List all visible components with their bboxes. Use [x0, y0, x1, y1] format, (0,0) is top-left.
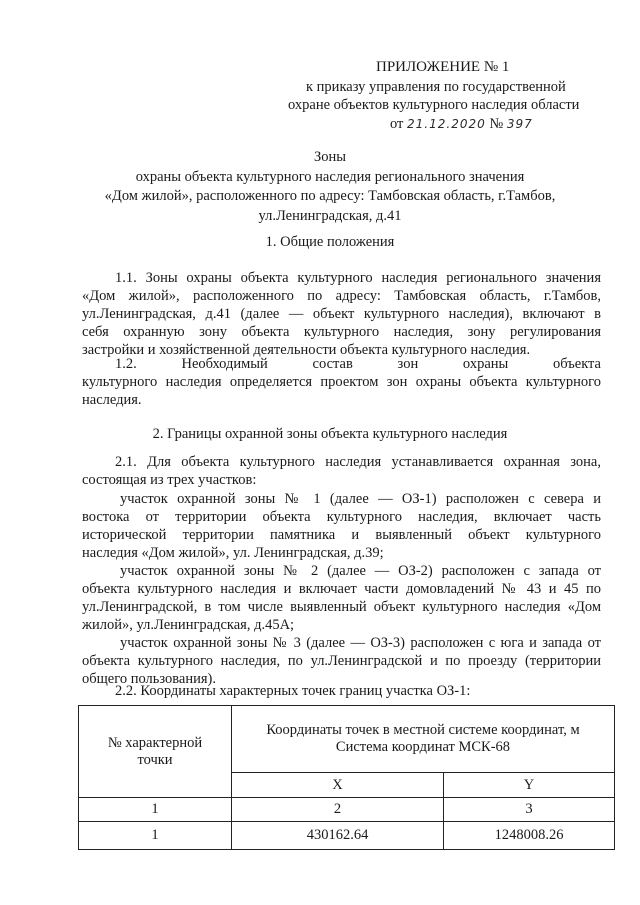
paragraph-line: жилой», ул.Ленинградская, д.45А; — [82, 617, 295, 633]
paragraph-line: «Дом жилой», расположенного по адресу: Тамбовская область, г.Тамбов, — [82, 288, 601, 304]
paragraph-line: культурного наследия определяется проектом зон охраны объекта культурного — [82, 374, 601, 390]
table-cell: 430162.64 — [232, 822, 444, 850]
paragraph-line: 2.1. Для объекта культурного наследия устанавливается охранная зона, — [115, 454, 601, 470]
handwritten-date: 21.12.2020 — [407, 117, 486, 131]
coordinates-table — [78, 705, 615, 850]
table-header-x: X — [232, 773, 444, 798]
title-line: «Дом жилой», расположенного по адресу: Тамбовская область, г.Тамбов, — [104, 188, 556, 204]
table-index-row — [79, 798, 615, 822]
paragraph-line: 1.2. Необходимый состав зон охраны объекта — [115, 356, 601, 372]
table-row — [79, 822, 615, 850]
paragraph-line: ул.Ленинградская, д.41 (далее — объект культурного наследия), включают в — [82, 306, 601, 322]
appendix-order-line: к приказу управления по государственной — [306, 79, 566, 95]
table-header-coordinates: Координаты точек в местной системе координат, м Система координат МСК-68 — [232, 706, 615, 773]
document-title — [60, 148, 600, 226]
paragraph-line: состоящая из трех участков: — [82, 472, 257, 488]
paragraph-line: наследия «Дом жилой», ул. Ленинградская, д.39; — [82, 545, 384, 561]
table-header-y: Y — [444, 773, 615, 798]
table-cell: 1 — [79, 822, 232, 850]
paragraph-line: участок охранной зоны № 1 (далее — ОЗ-1) расположен с севера и — [120, 491, 601, 507]
paragraph-line: объекта культурного наследия, по ул.Ленинградской и по проезду (территории — [82, 653, 601, 669]
section-1-heading: 1. Общие положения — [265, 234, 395, 250]
paragraph-line: исторической территории памятника и выявленный объект культурного — [82, 527, 601, 543]
paragraph-line: застройки и хозяйственной деятельности объекта культурного наследия. — [82, 342, 531, 358]
title-line: охраны объекта культурного наследия регионального значения — [135, 168, 525, 185]
title-line: Зоны — [313, 149, 347, 165]
appendix-number-label: № — [489, 116, 504, 132]
title-line: ул.Ленинградская, д.41 — [258, 207, 402, 224]
handwritten-number: 397 — [506, 117, 533, 131]
table-cell: 3 — [444, 798, 615, 822]
paragraph-line: участок охранной зоны № 2 (далее — ОЗ-2) расположен с запада от — [120, 563, 601, 579]
appendix-date-line — [390, 115, 533, 134]
table-cell: 2 — [232, 798, 444, 822]
paragraph-line: 1.1. Зоны охраны объекта культурного наследия регионального значения — [115, 270, 601, 286]
paragraph-line: 2.2. Координаты характерных точек границ участка ОЗ-1: — [115, 683, 471, 699]
table-header-point-number: № характерной точки — [79, 706, 232, 798]
appendix-title: ПРИЛОЖЕНИЕ № 1 — [376, 59, 510, 75]
appendix-date-prefix: от — [390, 116, 404, 132]
appendix-authority-line: охране объектов культурного наследия области — [288, 97, 580, 113]
paragraph-line: ул.Ленинградской, в том числе выявленный объект культурного наследия «Дом — [82, 599, 601, 615]
paragraph-line: объекта культурного наследия и включает части домовладений № 43 и 45 по — [82, 581, 601, 597]
section-2-heading: 2. Границы охранной зоны объекта культурного наследия — [152, 426, 508, 442]
table-cell: 1248008.26 — [444, 822, 615, 850]
paragraph-line: наследия. — [82, 392, 142, 408]
paragraph-line: востока от территории объекта культурного наследия, включает часть — [82, 509, 601, 525]
paragraph-line: участок охранной зоны № 3 (далее — ОЗ-3) расположен с юга и запада от — [120, 635, 601, 651]
paragraph-line: общего пользования). — [82, 671, 216, 687]
table-cell: 1 — [79, 798, 232, 822]
paragraph-line: себя охранную зону объекта культурного наследия, зону регулирования — [82, 324, 601, 340]
